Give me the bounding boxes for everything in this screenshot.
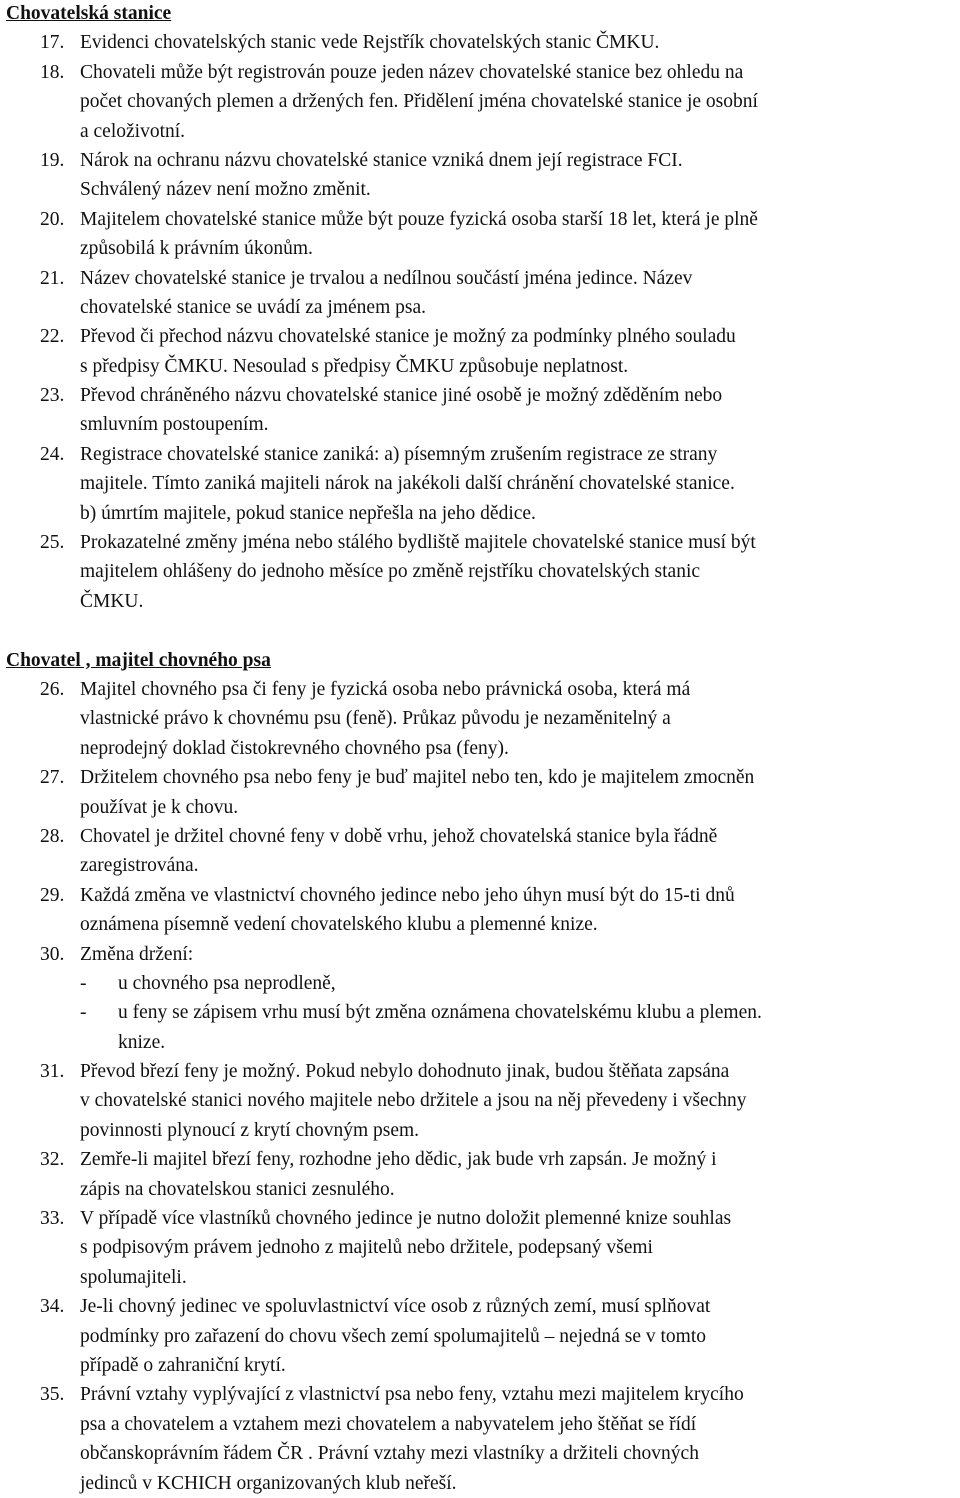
item-number: 27. xyxy=(40,767,65,789)
item-number: 26. xyxy=(40,679,65,700)
item-text xyxy=(80,528,960,616)
text-line: způsobilá k právním úkonům. xyxy=(80,238,313,260)
dash-marker: - xyxy=(80,972,87,994)
text-line: povinnosti plynoucí z krytí chovným psem. xyxy=(80,1119,420,1141)
item-text xyxy=(80,1057,960,1145)
text-line: Chovateli může být registrován pouze jeden název chovatelské stanice bez ohledu na xyxy=(80,61,744,83)
item-number: 32. xyxy=(40,1149,65,1171)
text-line: Chovatel je držitel chovné feny v době vrhu, jehož chovatelská stanice byla řádně xyxy=(80,825,718,847)
section-breeder-owner xyxy=(0,675,960,1498)
text-line: s podpisovým právem jednoho z majitelů nebo držitele, podepsaný všemi xyxy=(80,1237,653,1259)
item-text xyxy=(80,881,960,940)
text-line: smluvním postoupením. xyxy=(80,414,269,436)
list-item xyxy=(0,322,960,381)
section-heading-breeder-owner: Chovatel , majitel chovného psa xyxy=(6,649,271,671)
text-line: jedinců v KCHICH organizovaných klub neřeší. xyxy=(80,1472,457,1494)
item-text xyxy=(80,940,960,1058)
item-number: 23. xyxy=(40,385,65,407)
list-item xyxy=(0,1057,960,1145)
item-text xyxy=(80,1292,960,1380)
item-text xyxy=(80,1145,960,1204)
text-line: zápis na chovatelskou stanici zesnulého. xyxy=(80,1178,395,1200)
list-item xyxy=(0,1145,960,1204)
text-line: oznámena písemně vedení chovatelského klubu a plemenné knize. xyxy=(80,914,598,936)
text-line: Registrace chovatelské stanice zaniká: a) písemným zrušením registrace ze strany xyxy=(80,443,718,465)
item-number: 22. xyxy=(40,326,65,348)
text-line: zaregistrována. xyxy=(80,855,199,877)
item-number: 28. xyxy=(40,825,65,847)
text-line: b) úmrtím majitele, pokud stanice nepřešla na jeho dědice. xyxy=(80,502,536,524)
item-text xyxy=(80,322,960,381)
text-line: neprodejný doklad čistokrevného chovného psa (feny). xyxy=(80,737,509,759)
text-line: v chovatelské stanici nového majitele nebo držitele a jsou na něj převedeny i všechny xyxy=(80,1090,747,1112)
text-line: občanskoprávním řádem ČR . Právní vztahy mezi vlastníky a držiteli chovných xyxy=(80,1443,699,1465)
item-number: 25. xyxy=(40,532,65,554)
text-line: s předpisy ČMKU. Nesoulad s předpisy ČMKU způsobuje neplatnost. xyxy=(80,355,629,377)
text-line: Změna držení: xyxy=(80,943,194,965)
list-item xyxy=(0,528,960,616)
list-item xyxy=(0,1204,960,1292)
item-number: 24. xyxy=(40,443,65,465)
text-line: Převod chráněného názvu chovatelské stanice jiné osobě je možný zděděním nebo xyxy=(80,385,723,407)
text-line: ČMKU. xyxy=(80,590,144,612)
list-item xyxy=(0,675,960,763)
list-item xyxy=(0,264,960,323)
item-text xyxy=(80,440,960,528)
dash-marker: - xyxy=(80,1002,87,1024)
list-item xyxy=(0,822,960,881)
item-number: 20. xyxy=(40,208,65,230)
text-line: Evidenci chovatelských stanic vede Rejstřík chovatelských stanic ČMKU. xyxy=(80,32,660,54)
item-text xyxy=(80,58,960,146)
text-line: vlastnické právo k chovnému psu (feně). Průkaz původu je nezaměnitelný a xyxy=(80,708,671,730)
item-text xyxy=(80,763,960,822)
text-line: chovatelské stanice se uvádí za jménem psa. xyxy=(80,296,426,318)
item-number: 34. xyxy=(40,1296,65,1318)
item-number: 31. xyxy=(40,1061,65,1083)
text-line: majitelem ohlášeny do jednoho měsíce po změně rejstříku chovatelských stanic xyxy=(80,561,701,583)
text-line: Je-li chovný jedinec ve spoluvlastnictví více osob z různých zemí, musí splňovat xyxy=(80,1296,711,1318)
list-item xyxy=(0,205,960,264)
text-line: V případě více vlastníků chovného jedince je nutno doložit plemenné knize souhlas xyxy=(80,1208,732,1230)
item-text xyxy=(80,1204,960,1292)
text-line: podmínky pro zařazení do chovu všech zemí spolumajitelů – nejedná se v tomto xyxy=(80,1325,706,1347)
item-number: 21. xyxy=(40,267,65,289)
section-breeding-station xyxy=(0,28,960,616)
text-line: Schválený název není možno změnit. xyxy=(80,179,371,201)
text-line: počet chovaných plemen a držených fen. Přidělení jména chovatelské stanice je osobní xyxy=(80,91,758,113)
text-line: Název chovatelské stanice je trvalou a nedílnou součástí jména jedince. Název xyxy=(80,267,693,289)
section-heading-breeding-station: Chovatelská stanice xyxy=(6,3,172,24)
item-text xyxy=(80,264,960,323)
list-item xyxy=(0,1380,960,1498)
text-line: Majitelem chovatelské stanice může být pouze fyzická osoba starší 18 let, která je plně xyxy=(80,208,758,230)
item-number: 19. xyxy=(40,149,65,171)
list-item xyxy=(0,763,960,822)
text-line: a celoživotní. xyxy=(80,120,186,142)
dash-continuation: knize. xyxy=(118,1031,166,1053)
dash-list-item xyxy=(80,998,960,1027)
text-line: Nárok na ochranu názvu chovatelské stanice vzniká dnem její registrace FCI. xyxy=(80,149,683,171)
item-text xyxy=(80,205,960,264)
dash-list-item xyxy=(80,969,960,998)
item-number: 33. xyxy=(40,1208,65,1230)
text-line: Každá změna ve vlastnictví chovného jedince nebo jeho úhyn musí být do 15-ti dnů xyxy=(80,884,735,906)
list-item xyxy=(0,940,960,1058)
dash-text: u chovného psa neprodleně, xyxy=(118,972,336,994)
text-line: Držitelem chovného psa nebo feny je buď majitel nebo ten, kdo je majitelem zmocněn xyxy=(80,767,755,789)
text-line: Převod březí feny je možný. Pokud nebylo dohodnuto jinak, budou štěňata zapsána xyxy=(80,1061,730,1083)
item-text xyxy=(80,381,960,440)
item-number: 18. xyxy=(40,61,65,83)
list-item xyxy=(0,146,960,205)
list-item xyxy=(0,381,960,440)
list-item xyxy=(0,58,960,146)
item-number: 17. xyxy=(40,32,65,54)
text-line: psa a chovatelem a vztahem mezi chovatelem a nabyvatelem jeho štěňat se řídí xyxy=(80,1413,697,1435)
item-text xyxy=(80,1380,960,1498)
item-text xyxy=(80,675,960,763)
item-number: 35. xyxy=(40,1384,65,1406)
list-item xyxy=(0,440,960,528)
item-text xyxy=(80,146,960,205)
text-line: používat je k chovu. xyxy=(80,796,239,818)
item-text xyxy=(80,28,960,57)
text-line: Právní vztahy vyplývající z vlastnictví psa nebo feny, vztahu mezi majitelem krycího xyxy=(80,1384,744,1406)
text-line: majitele. Tímto zaniká majiteli nárok na jakékoli další chránění chovatelské stanice. xyxy=(80,473,735,495)
text-line: spolumajiteli. xyxy=(80,1266,187,1288)
text-line: případě o zahraniční krytí. xyxy=(80,1354,286,1376)
item-number: 30. xyxy=(40,943,65,965)
text-line: Prokazatelné změny jména nebo stálého bydliště majitele chovatelské stanice musí být xyxy=(80,532,756,554)
text-line: Zemře-li majitel březí feny, rozhodne jeho dědic, jak bude vrh zapsán. Je možný i xyxy=(80,1149,717,1171)
list-item xyxy=(0,881,960,940)
item-number: 29. xyxy=(40,884,65,906)
item-text xyxy=(80,822,960,881)
list-item xyxy=(0,28,960,57)
text-line: Převod či přechod názvu chovatelské stanice je možný za podmínky plného souladu xyxy=(80,326,736,348)
dash-text: u feny se zápisem vrhu musí být změna oznámena chovatelskému klubu a plemen. xyxy=(118,1002,762,1024)
text-line: Majitel chovného psa či feny je fyzická osoba nebo právnická osoba, která má xyxy=(80,679,691,700)
list-item xyxy=(0,1292,960,1380)
